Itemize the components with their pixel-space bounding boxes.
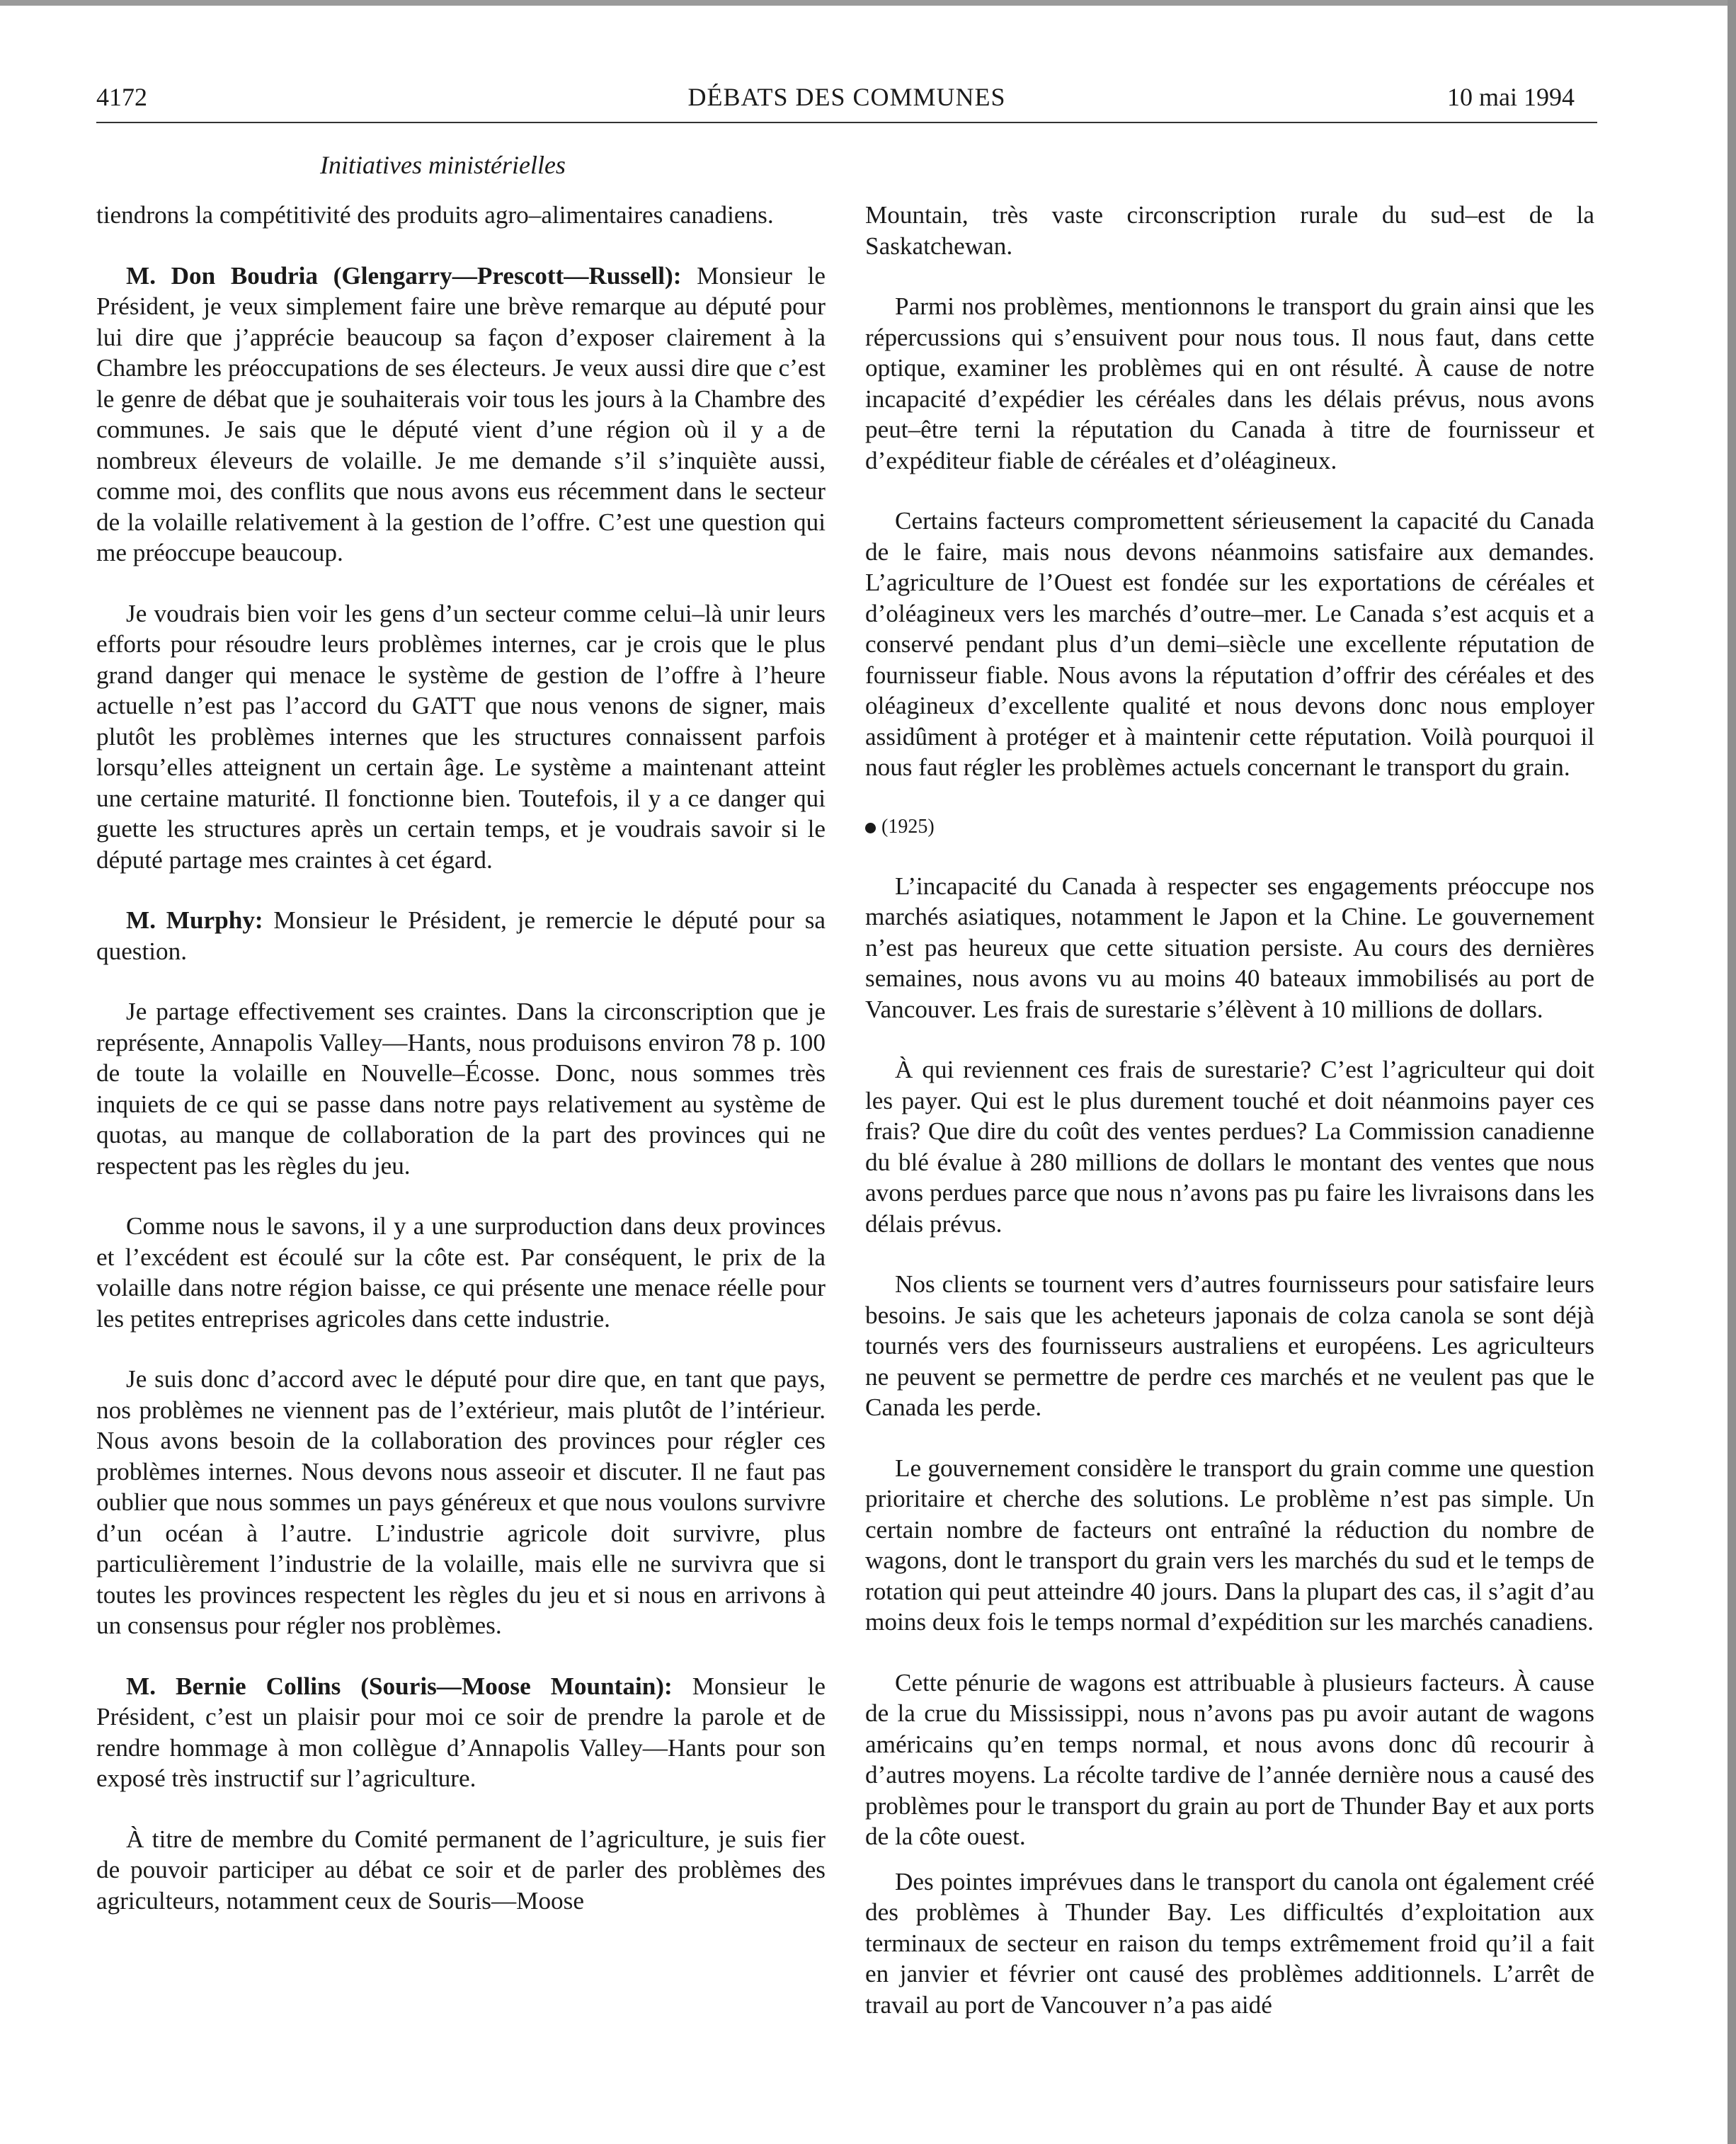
paragraph-text: Des pointes imprévues dans le transport du canola ont également créé des problèmes à Thunder Bay. Les difficultés d’exploitation aux terminaux de secteur en raison du temps extrêmement froid qu’il a fait en janvier et février ont causé des problèmes additionnels. L’arrêt de travail au port de Vancouver n’a pas aidé: [865, 1867, 1594, 2019]
paragraph: [865, 200, 1594, 261]
paragraph: [96, 1211, 826, 1334]
paragraph-text: Mountain, très vaste circonscription rurale du sud–est de la Saskatchewan.: [865, 201, 1594, 260]
paragraph: [96, 1364, 826, 1641]
paragraph: [96, 905, 826, 966]
paragraph-text: Comme nous le savons, il y a une surproduction dans deux provinces et l’excédent est écoulé sur la côte est. Par conséquent, le prix de la volaille dans notre région baisse, ce qui présente une menace réelle pour les petites entreprises agricoles dans cette industrie.: [96, 1212, 826, 1333]
paragraph-text: Monsieur le Président, je remercie le député pour sa question.: [96, 906, 826, 965]
paragraph-text: Nos clients se tournent vers d’autres fournisseurs pour satisfaire leurs besoins. Je sais que les acheteurs japonais de colza canola se sont déjà tournés vers des fournisseurs australiens et européens. Les agriculteurs ne peuvent se permettre de perdre ces marchés et ne veulent pas que le Canada les perde.: [865, 1270, 1594, 1421]
section-heading: Initiatives ministérielles: [320, 151, 566, 179]
paragraph: [96, 200, 826, 231]
paragraph-text: À qui reviennent ces frais de surestarie? C’est l’agriculteur qui doit les payer. Qui est le plus durement touché et doit néanmoins payer ces frais? Que dire du coût des ventes perdues? La Commission canadienne du blé évalue à 280 millions de dollars le montant des ventes que nous avons perdues parce que nous n’avons pas pu faire les livraisons dans les délais prévus.: [865, 1056, 1594, 1238]
paragraph-text: Cette pénurie de wagons est attribuable à plusieurs facteurs. À cause de la crue du Mississippi, nous n’avons pas pu avoir autant de wagons américains qu’en temps normal, et nous avons donc dû recourir à d’autres moyens. La récolte tardive de l’année dernière nous a causé des problèmes pour le transport du grain au port de Thunder Bay et aux ports de la côte ouest.: [865, 1668, 1594, 1850]
paragraph: [865, 1866, 1594, 2021]
issue-date: 10 mai 1994: [1447, 83, 1575, 111]
paragraph: [865, 506, 1594, 783]
paragraph-text: L’incapacité du Canada à respecter ses engagements préoccupe nos marchés asiatiques, notamment le Japon et la Chine. Le gouvernement n’est pas heureux que cette situation persiste. Au cours des dernières semaines, nous avons vu au moins 40 bateaux immobilisés au port de Vancouver. Les frais de surestarie s’élèvent à 10 millions de dollars.: [865, 872, 1594, 1023]
paragraph: [96, 1671, 826, 1794]
page-number: 4172: [96, 83, 147, 111]
paragraph: [96, 261, 826, 569]
paragraph-text: Je suis donc d’accord avec le député pour dire que, en tant que pays, nos problèmes ne viennent pas de l’extérieur, mais plutôt de l’intérieur. Nous avons besoin de la collaboration des provinces pour régler ces problèmes internes. Nous devons nous asseoir et discuter. Il ne faut pas oublier que nous sommes un pays généreux et que nous voulons survivre d’un océan à l’autre. L’industrie agricole doit survivre, plus particulièrement l’industrie de la volaille, mais elle ne survivra que si toutes les provinces respectent les règles du jeu et si nous en arrivons à un consensus pour régler nos problèmes.: [96, 1365, 826, 1639]
paragraph: [865, 871, 1594, 1025]
paragraph: [865, 1269, 1594, 1423]
paragraph-text: Monsieur le Président, je veux simplement faire une brève remarque au député pour lui dire que j’apprécie beaucoup sa façon d’exposer clairement à la Chambre les préoccupations de ses électeurs. Je veux aussi dire que c’est le genre de débat que je souhaiterais voir tous les jours à la Chambre des communes. Je sais que le député vient d’une région où il y a de nombreux éleveurs de volaille. Je me demande s’il s’inquiète aussi, comme moi, des conflits que nous avons eus récemment dans le secteur de la volaille relativement à la gestion de l’offre. C’est une question qui me préoccupe beaucoup.: [96, 261, 826, 566]
paragraph-text: À titre de membre du Comité permanent de l’agriculture, je suis fier de pouvoir participer au débat ce soir et de parler des problèmes des agriculteurs, notamment ceux de Souris—Moose: [96, 1825, 826, 1915]
paragraph: [96, 598, 826, 876]
speaker-name: M. Murphy:: [126, 906, 263, 934]
page-header: [96, 79, 1597, 123]
paragraph-text: Le gouvernement considère le transport du grain comme une question prioritaire et cherche des solutions. Le problème n’est pas simple. Un certain nombre de facteurs ont entraîné la réduction du nombre de wagons, dont le transport du grain vers les marchés du sud et le temps de rotation qui peut atteindre 40 jours. Dans la plupart des cas, il s’agit d’au moins deux fois le temps normal d’expédition sur les marchés canadiens.: [865, 1454, 1594, 1636]
paragraph: [865, 1667, 1594, 1852]
paragraph-text: Monsieur le Président, c’est un plaisir pour moi ce soir de prendre la parole et de rendre hommage à mon collègue d’Annapolis Valley—Hants pour son exposé très instructif sur l’agriculture.: [96, 1672, 826, 1792]
bullet-icon: [865, 823, 876, 833]
paragraph-text: Je voudrais bien voir les gens d’un secteur comme celui–là unir leurs efforts pour résoudre leurs problèmes internes, car je crois que le plus grand danger qui menace le système de gestion de l’offre à l’heure actuelle n’est pas l’accord du GATT que nous venons de signer, mais plutôt les problèmes internes que les structures connaissent parfois lorsqu’elles atteignent un certain âge. Le système a maintenant atteint une certaine maturité. Il fonctionne bien. Toutefois, il y a ce danger qui guette les structures après un certain temps, et je voudrais savoir si le député partage mes craintes à cet égard.: [96, 599, 826, 874]
paragraph-text: tiendrons la compétitivité des produits agro–alimentaires canadiens.: [96, 201, 774, 229]
paragraph: [865, 1453, 1594, 1638]
time-marker-text: (1925): [881, 815, 935, 838]
speaker-name: M. Bernie Collins (Souris—Moose Mountain):: [126, 1672, 673, 1700]
paragraph: [96, 996, 826, 1181]
paragraph-text: Certains facteurs compromettent sérieusement la capacité du Canada de le faire, mais nous devons néanmoins satisfaire aux demandes. L’agriculture de l’Ouest est fondée sur les exportations de céréales et d’oléagineux vers les marchés d’outre–mer. Le Canada s’est acquis et a conservé pendant plus d’un demi–siècle une excellente réputation de fournisseur fiable. Nous avons la réputation d’offrir des céréales et des oléagineux d’excellente qualité et nous devons donc nous employer assidûment à protéger et à maintenir cette réputation. Voilà pourquoi il nous faut régler les problèmes actuels concernant le transport du grain.: [865, 507, 1594, 781]
paragraph: [96, 1824, 826, 1917]
paragraph-text: Je partage effectivement ses craintes. Dans la circonscription que je représente, Annapolis Valley—Hants, nous produisons environ 78 p. 100 de toute la volaille en Nouvelle–Écosse. Donc, nous sommes très inquiets de ce qui se passe dans notre pays relativement au système de quotas, au manque de collaboration de la part des provinces qui ne respectent pas les règles du jeu.: [96, 998, 826, 1180]
right-column: [865, 200, 1594, 2050]
scan-border-right: [1728, 0, 1736, 2144]
paragraph: [865, 1054, 1594, 1239]
scan-border-top: [0, 0, 1728, 6]
time-marker: [865, 813, 1594, 841]
left-column: [96, 200, 826, 1946]
paragraph-text: Parmi nos problèmes, mentionnons le transport du grain ainsi que les répercussions qui s’ensuivent pour nous tous. Il nous faut, dans cette optique, examiner les problèmes qui en ont résulté. À cause de notre incapacité d’expédier les céréales dans les délais prévus, nous avons peut–être terni la réputation du Canada à titre de fournisseur et d’expéditeur fiable de céréales et d’oléagineux.: [865, 292, 1594, 474]
paragraph: [865, 291, 1594, 476]
speaker-name: M. Don Boudria (Glengarry—Prescott—Russell):: [126, 261, 682, 290]
journal-title: DÉBATS DES COMMUNES: [687, 83, 1006, 111]
